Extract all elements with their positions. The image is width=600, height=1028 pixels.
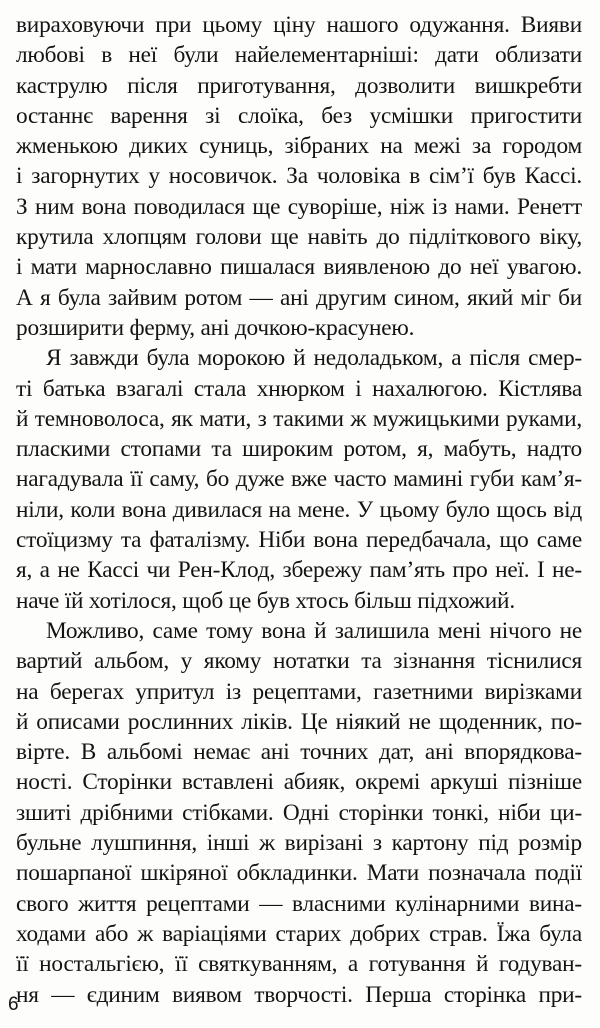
text-line: свого життя рецептами — власними кулінарними вина- [16,890,582,917]
text-line: любові в неї були найелементарніші: дати облизати [16,42,582,69]
text-line: я, а не Кассі чи Рен-Клод, збережу пам’ять про неї. І не- [16,557,582,584]
text-line: ніли, коли вона дивилася на мене. У цьому було щось від [16,496,582,523]
text-line: вираховуючи при цьому ціну нашого одужання. Вияви [16,12,582,38]
text-line: нагадувала її саму, бо дуже вже часто мамині губи кам’я- [16,466,582,493]
text-line: жменькою диких суниць, зібраних на межі за городом [16,133,582,160]
text-line: вартий альбом, у якому нотатки та зізнання тіснилися [16,648,582,675]
text-line: і загорнутих у носовичок. За чоловіка в сім’ї був Кассі. [16,163,582,190]
text-line: її ностальгією, її святкуванням, а готування й годуван- [16,951,582,978]
text-line: А я була зайвим ротом — ані другим сином, який міг би [16,284,582,311]
body-text [16,10,582,1010]
text-line: ті батька взагалі стала хнюрком і нахалюгою. Кістлява [16,375,582,402]
text-line: Я завжди була морокою й недоладьком, а після смер- [46,345,582,372]
text-line: наче їй хотілося, щоб це був хтось більш підхожий. [16,587,515,614]
text-line: й описами рослинних ліків. Це ніякий не щоденник, по- [16,708,582,735]
text-line: останнє варення зі слоїка, без усмішки пригостити [16,102,582,129]
text-line: Можливо, саме тому вона й залишила мені нічого не [46,617,582,644]
text-line: ня — єдиним виявом творчості. Перша сторінка при- [16,981,582,1008]
text-line: бульне лушпиння, інші ж вирізані з картону під розмір [16,830,582,857]
text-line: ності. Сторінки вставлені абияк, окремі аркуші пізніше [16,769,582,796]
text-line: й темноволоса, як мати, з такими ж мужицькими руками, [16,405,582,432]
text-line: ходами або ж варіаціями старих добрих страв. Їжа була [16,920,582,947]
text-line: на берегах упритул із рецептами, газетними вирізками [16,678,582,705]
text-line: каструлю після приготування, дозволити вишкребти [16,72,582,99]
text-line: зшиті дрібними стібками. Одні сторінки тонкі, ніби ци- [16,799,582,826]
text-line: пошарпаної шкіряної обкладинки. Мати позначала події [16,860,582,887]
text-line: і мати марнославно пишалася виявленою до неї увагою. [16,254,582,281]
text-line: пласкими стопами та широким ротом, я, мабуть, надто [16,436,582,463]
text-line: стоїцизму та фаталізму. Ніби вона передбачала, що саме [16,527,582,554]
text-line: З ним вона поводилася ще суворіше, ніж із нами. Ренетт [16,193,582,220]
page-number: 6 [8,994,19,1015]
text-line: вірте. В альбомі немає ані точних дат, ані впорядкова- [16,739,582,766]
text-line: розширити ферму, ані дочкою-красунею. [16,314,415,341]
text-line: крутила хлопцям голови ще навіть до підліткового віку, [16,224,582,251]
